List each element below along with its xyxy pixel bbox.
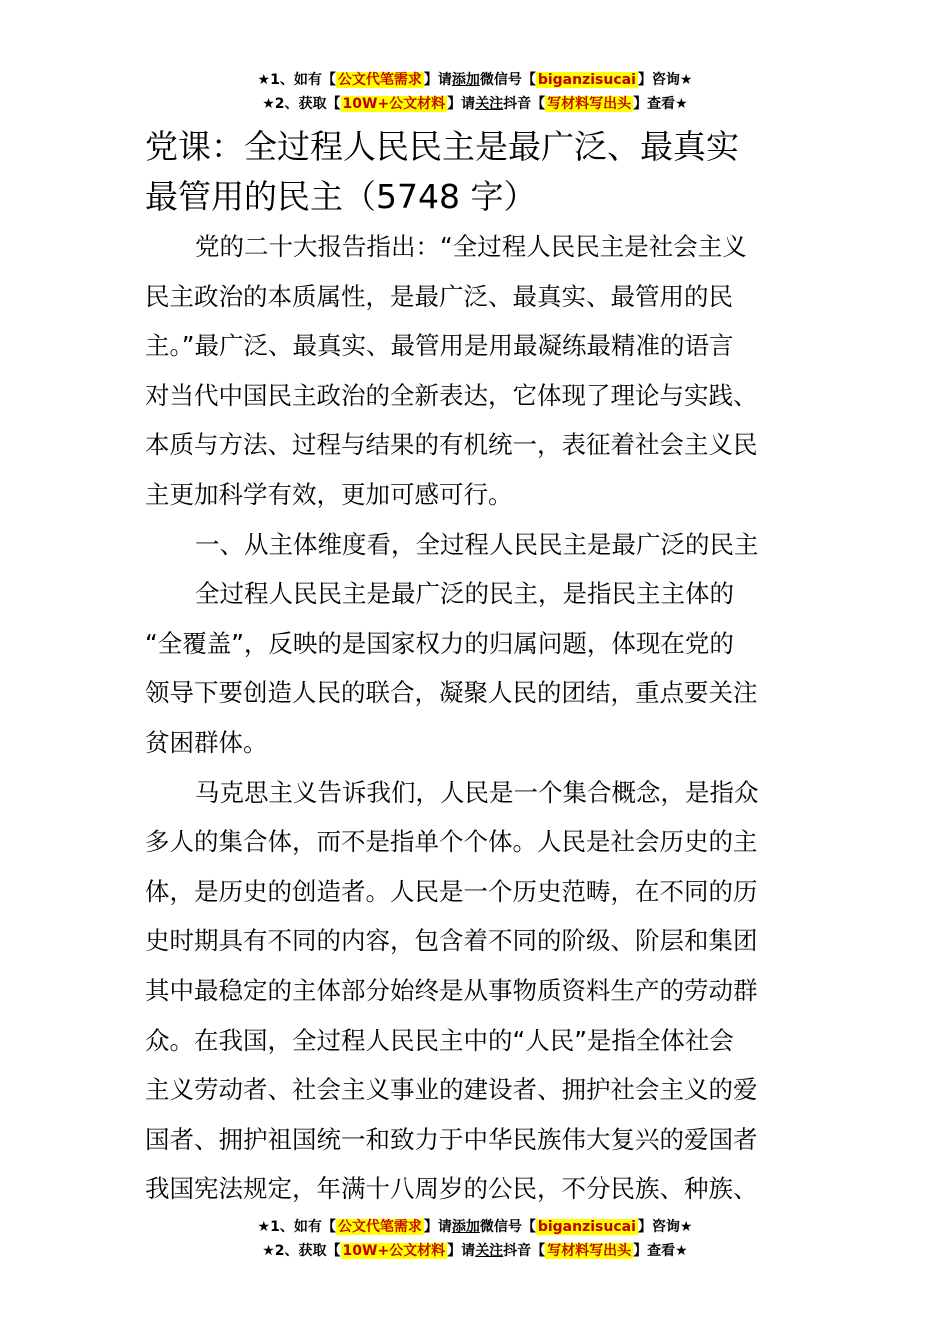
bottom-promo-banner (0, 1215, 950, 1263)
body-line: 本质与方法、过程与结果的有机统一，表征着社会主义民 (145, 430, 758, 460)
body-line: 领导下要创造人民的联合，凝聚人民的团结，重点要关注 (145, 678, 758, 708)
highlight-service: 公文代笔需求 (337, 72, 422, 88)
body-line: 体，是历史的创造者。人民是一个历史范畴，在不同的历 (145, 876, 758, 906)
underline-follow: 关注 (475, 96, 504, 112)
body-line: 党的二十大报告指出：“全过程人民民主是社会主义 (195, 232, 747, 261)
body-line: “全覆盖”，反映的是国家权力的归属问题，体现在党的 (145, 628, 734, 658)
promo-line-1: ★1、如有【 公文代笔需求 】请添加微信号【 biganzisucai 】咨询★ (257, 72, 693, 88)
body-line: 多人的集合体，而不是指单个个体。人民是社会历史的主 (145, 827, 758, 857)
promo-line-2: ★2、获取【 10W+公文材料 】请关注抖音【 写材料写出头 】查看★ (262, 96, 688, 112)
body-line: 我国宪法规定，年满十八周岁的公民，不分民族、种族、 (145, 1174, 758, 1204)
body-line: 全过程人民民主是最广泛的民主，是指民主主体的 (195, 579, 734, 609)
highlight-wechat-id: biganzisucai (537, 72, 636, 88)
highlight-service: 公文代笔需求 (337, 1219, 422, 1235)
highlight-materials: 10W+公文材料 (342, 1243, 446, 1259)
document-title (145, 122, 815, 222)
highlight-douyin-account: 写材料写出头 (547, 96, 632, 112)
body-line: 主义劳动者、社会主义事业的建设者、拥护社会主义的爱 (145, 1075, 758, 1105)
body-line: 其中最稳定的主体部分始终是从事物质资料生产的劳动群 (145, 975, 758, 1005)
section-heading: 一、从主体维度看，全过程人民民主是最广泛的民主 (195, 529, 759, 559)
body-line: 国者、拥护祖国统一和致力于中华民族伟大复兴的爱国者 (145, 1124, 758, 1154)
document-body (145, 222, 810, 1214)
body-line: 众。在我国，全过程人民民主中的“人民”是指全体社会 (145, 1025, 734, 1055)
title-line-2: 最管用的民主（5748 字） (145, 177, 537, 216)
underline-add: 添加 (451, 1219, 480, 1235)
highlight-wechat-id: biganzisucai (537, 1219, 636, 1235)
body-line: 对当代中国民主政治的全新表达，它体现了理论与实践、 (145, 380, 758, 410)
underline-add: 添加 (451, 72, 480, 88)
body-line: 贫困群体。 (145, 727, 268, 757)
body-line: 马克思主义告诉我们，人民是一个集合概念，是指众 (195, 777, 759, 807)
highlight-douyin-account: 写材料写出头 (547, 1243, 632, 1259)
underline-follow: 关注 (475, 1243, 504, 1259)
body-line: 民主政治的本质属性，是最广泛、最真实、最管用的民 (145, 281, 733, 311)
promo-line-2: ★2、获取【 10W+公文材料 】请关注抖音【 写材料写出头 】查看★ (262, 1243, 688, 1259)
top-promo-banner (0, 68, 950, 116)
highlight-materials: 10W+公文材料 (342, 96, 446, 112)
body-line: 主更加科学有效，更加可感可行。 (145, 479, 513, 509)
body-line: 史时期具有不同的内容，包含着不同的阶级、阶层和集团 (145, 926, 758, 956)
promo-line-1: ★1、如有【 公文代笔需求 】请添加微信号【 biganzisucai 】咨询★ (257, 1219, 693, 1235)
title-line-1: 党课：全过程人民民主是最广泛、最真实 (145, 127, 739, 166)
body-line: 主。”最广泛、最真实、最管用是用最凝练最精准的语言 (145, 331, 734, 361)
